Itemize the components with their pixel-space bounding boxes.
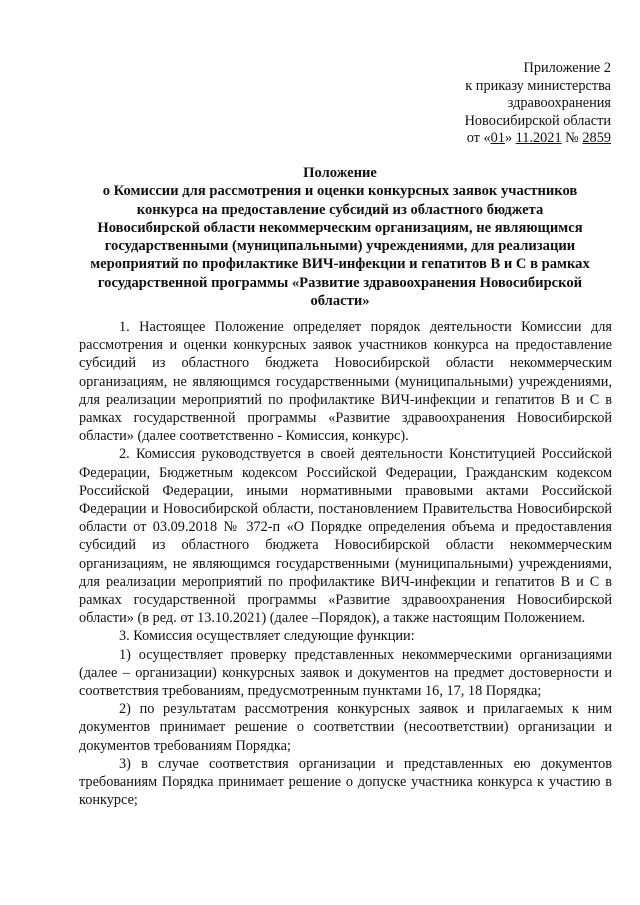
title-heading: Положение — [303, 165, 377, 181]
date-day: 01 — [490, 130, 505, 146]
appendix-line: Приложение 2 — [523, 60, 611, 76]
appendix-line: здравоохранения — [507, 95, 611, 111]
number-prefix: № — [561, 130, 583, 146]
appendix-line: Новосибирской области — [464, 112, 611, 129]
paragraph-3: 3. Комиссия осуществляет следующие функции: — [119, 628, 415, 645]
order-date-number — [465, 130, 611, 148]
paragraph-2: 2. Комиссия руководствуется в своей деятельности Конституцией Российской Федерации, Бюджетным кодексом Российской Федерации, Гражданским кодексом Российской Федерации, иными нормативными правовыми актами Российской Федерации и Новосибирской области, постановлением Правительства Новосибирской области от 03.09.2018 № 372-п «О Порядке определения объема и предоставления субсидий из областного бюджета Новосибирской области некоммерческим организациям, не являющимся государственными (муниципальными) учреждениями, для реализации мероприятий по профилактике ВИЧ-инфекции и гепатитов В и С в рамках государственной программы «Развитие здравоохранения Новосибирской области» (в ред. от 13.10.2021) (далее –Порядок), а также настоящим Положением. — [79, 446, 612, 627]
appendix-line: к приказу министерства — [465, 77, 611, 94]
document-title — [70, 164, 610, 310]
title-line: государственными (муниципальными) учреждениями, для реализации — [104, 238, 576, 255]
paragraph-1: 1. Настоящее Положение определяет порядок деятельности Комиссии для рассмотрения и оценки конкурсных заявок участников конкурса на предоставление субсидий из областного бюджета Новосибирской области некоммерческим организациям, не являющимся государственными (муниципальными) учреждениями, для реализации мероприятий по профилактике ВИЧ-инфекции и гепатитов В и С в рамках государственной программы «Развитие здравоохранения Новосибирской области» (далее соответственно - Комиссия, конкурс). — [79, 319, 612, 445]
list-item-1: 1) осуществляет проверку представленных некоммерческими организациями (далее – организации) конкурсных заявок и документов на предмет достоверности и соответствия требованиям, предусмотренным пунктами 16, 17, 18 Порядка; — [79, 646, 612, 700]
title-line: государственной программы «Развитие здравоохранения Новосибирской — [97, 274, 583, 291]
date-month-year: 11.2021 — [515, 130, 562, 146]
title-line: конкурса на предоставление субсидий из областного бюджета — [136, 201, 544, 218]
date-mid: » — [504, 130, 516, 146]
title-line: о Комиссии для рассмотрения и оценки конкурсных заявок участников — [102, 183, 578, 200]
order-number: 2859 — [582, 130, 611, 146]
title-line: области» — [310, 293, 370, 310]
list-item-3: 3) в случае соответствия организации и представленных ею документов требованиям Порядка принимает решение о допуске участника конкурса к участию в конкурсе; — [79, 755, 612, 809]
appendix-header — [465, 60, 611, 148]
title-line: Новосибирской области некоммерческим организациям, не являющимся — [97, 219, 583, 236]
date-prefix: от « — [466, 130, 491, 146]
title-line: мероприятий по профилактике ВИЧ-инфекции и гепатитов В и С в рамках — [90, 256, 590, 273]
list-item-2: 2) по результатам рассмотрения конкурсных заявок и прилагаемых к ним документов принимает решение о соответствии (несоответствии) организации и документов требованиям Порядка; — [79, 701, 612, 754]
document-body — [79, 318, 612, 809]
